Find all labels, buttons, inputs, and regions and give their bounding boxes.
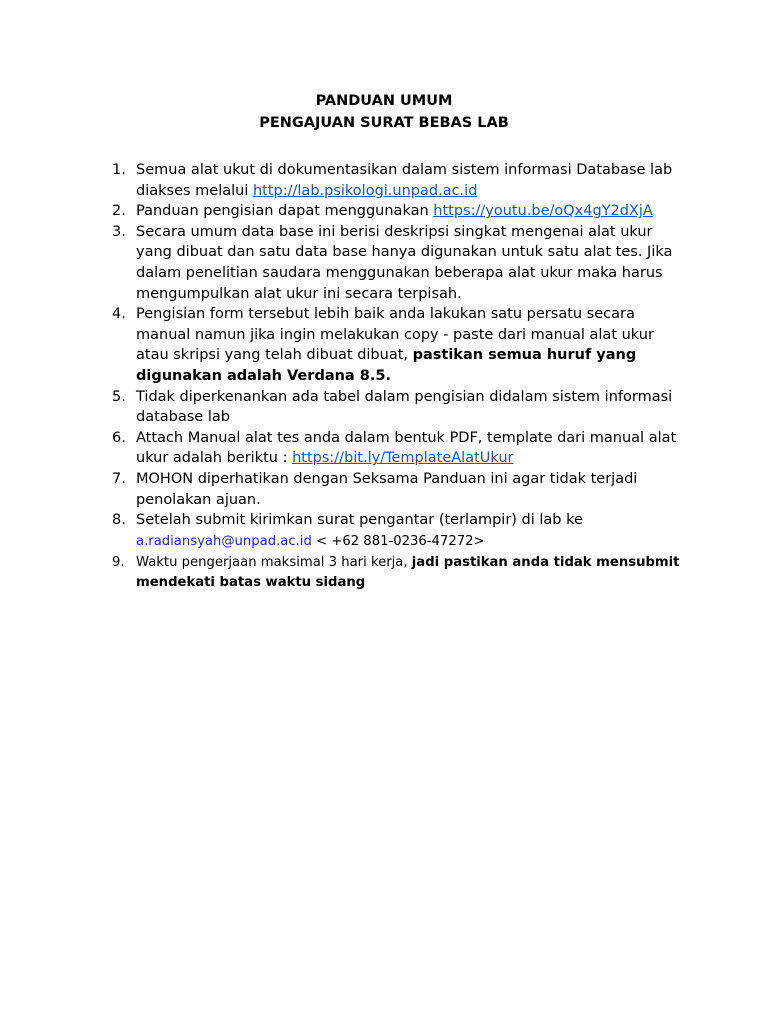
item-text: Semua alat ukut di dokumentasikan dalam sistem informasi Database lab diakses melalui [136,162,673,199]
list-item-4 [110,304,690,386]
item-number: 3. [112,223,126,240]
phone-number: < +62 881-0236-47272> [311,533,485,549]
item-number: 4. [112,306,126,323]
list-item-8 [110,510,690,552]
item-text: Attach Manual alat tes anda dalam bentuk PDF, template dari manual alat ukur adalah beriktu : [136,429,677,467]
item-text: Panduan pengisian dapat menggunakan [136,203,434,220]
item-text: Secara umum data base ini berisi deskripsi singkat mengenai alat ukur yang dibuat dan satu data base hanya digunakan untuk satu alat tes. Jika dalam penelitian saudara menggunakan beberapa alat ukur maka harus mengumpulkan alat ukur ini secara terpisah. [136,223,673,302]
item-number: 6. [112,429,126,446]
item-text: Waktu pengerjaan maksimal 3 hari kerja, [136,555,412,571]
item-text: Pengisian form tersebut lebih baik anda lakukan satu persatu secara manual namun jika ingin melakukan copy - paste dari manual alat ukur atau skripsi yang telah dibuat dibuat, [136,306,654,364]
item-number: 2. [112,203,126,220]
document-title [0,90,768,134]
list-item-1 [110,160,690,201]
list-item-5 [110,387,690,428]
item-bold-text: pastikan semua huruf yang digunakan adalah Verdana 8.5. [136,347,637,384]
item-number: 5. [112,388,126,405]
list-item-9 [110,553,690,592]
list-item-6 [110,428,690,469]
item-bold-text: jadi pastikan anda tidak mensubmit mendekati batas waktu sidang [136,555,680,590]
item-text: Setelah submit kirimkan surat pengantar (terlampir) di lab ke [136,512,583,529]
list-item-2 [110,201,690,222]
database-link[interactable]: http://lab.psikologi.unpad.ac.id [252,182,478,199]
item-text: Tidak diperkenankan ada tabel dalam pengisian didalam sistem informasi database lab [136,388,673,426]
title-line-2: PENGAJUAN SURAT BEBAS LAB [259,115,509,131]
title-line-1: PANDUAN UMUM [315,93,453,109]
email-link[interactable]: a.radiansyah@unpad.ac.id [136,533,312,549]
list-item-7 [110,469,690,510]
youtube-link[interactable]: https://youtu.be/oQx4gY2dXjA [433,203,653,220]
item-number: 9. [112,555,125,571]
item-number: 7. [112,470,126,487]
guideline-list [110,160,690,592]
list-item-3 [110,222,690,304]
template-link[interactable]: https://bit.ly/TemplateAlatUkur [292,450,514,467]
item-number: 8. [112,512,126,529]
item-text: MOHON diperhatikan dengan Seksama Panduan ini agar tidak terjadi penolakan ajuan. [136,470,638,508]
item-number: 1. [112,162,126,178]
